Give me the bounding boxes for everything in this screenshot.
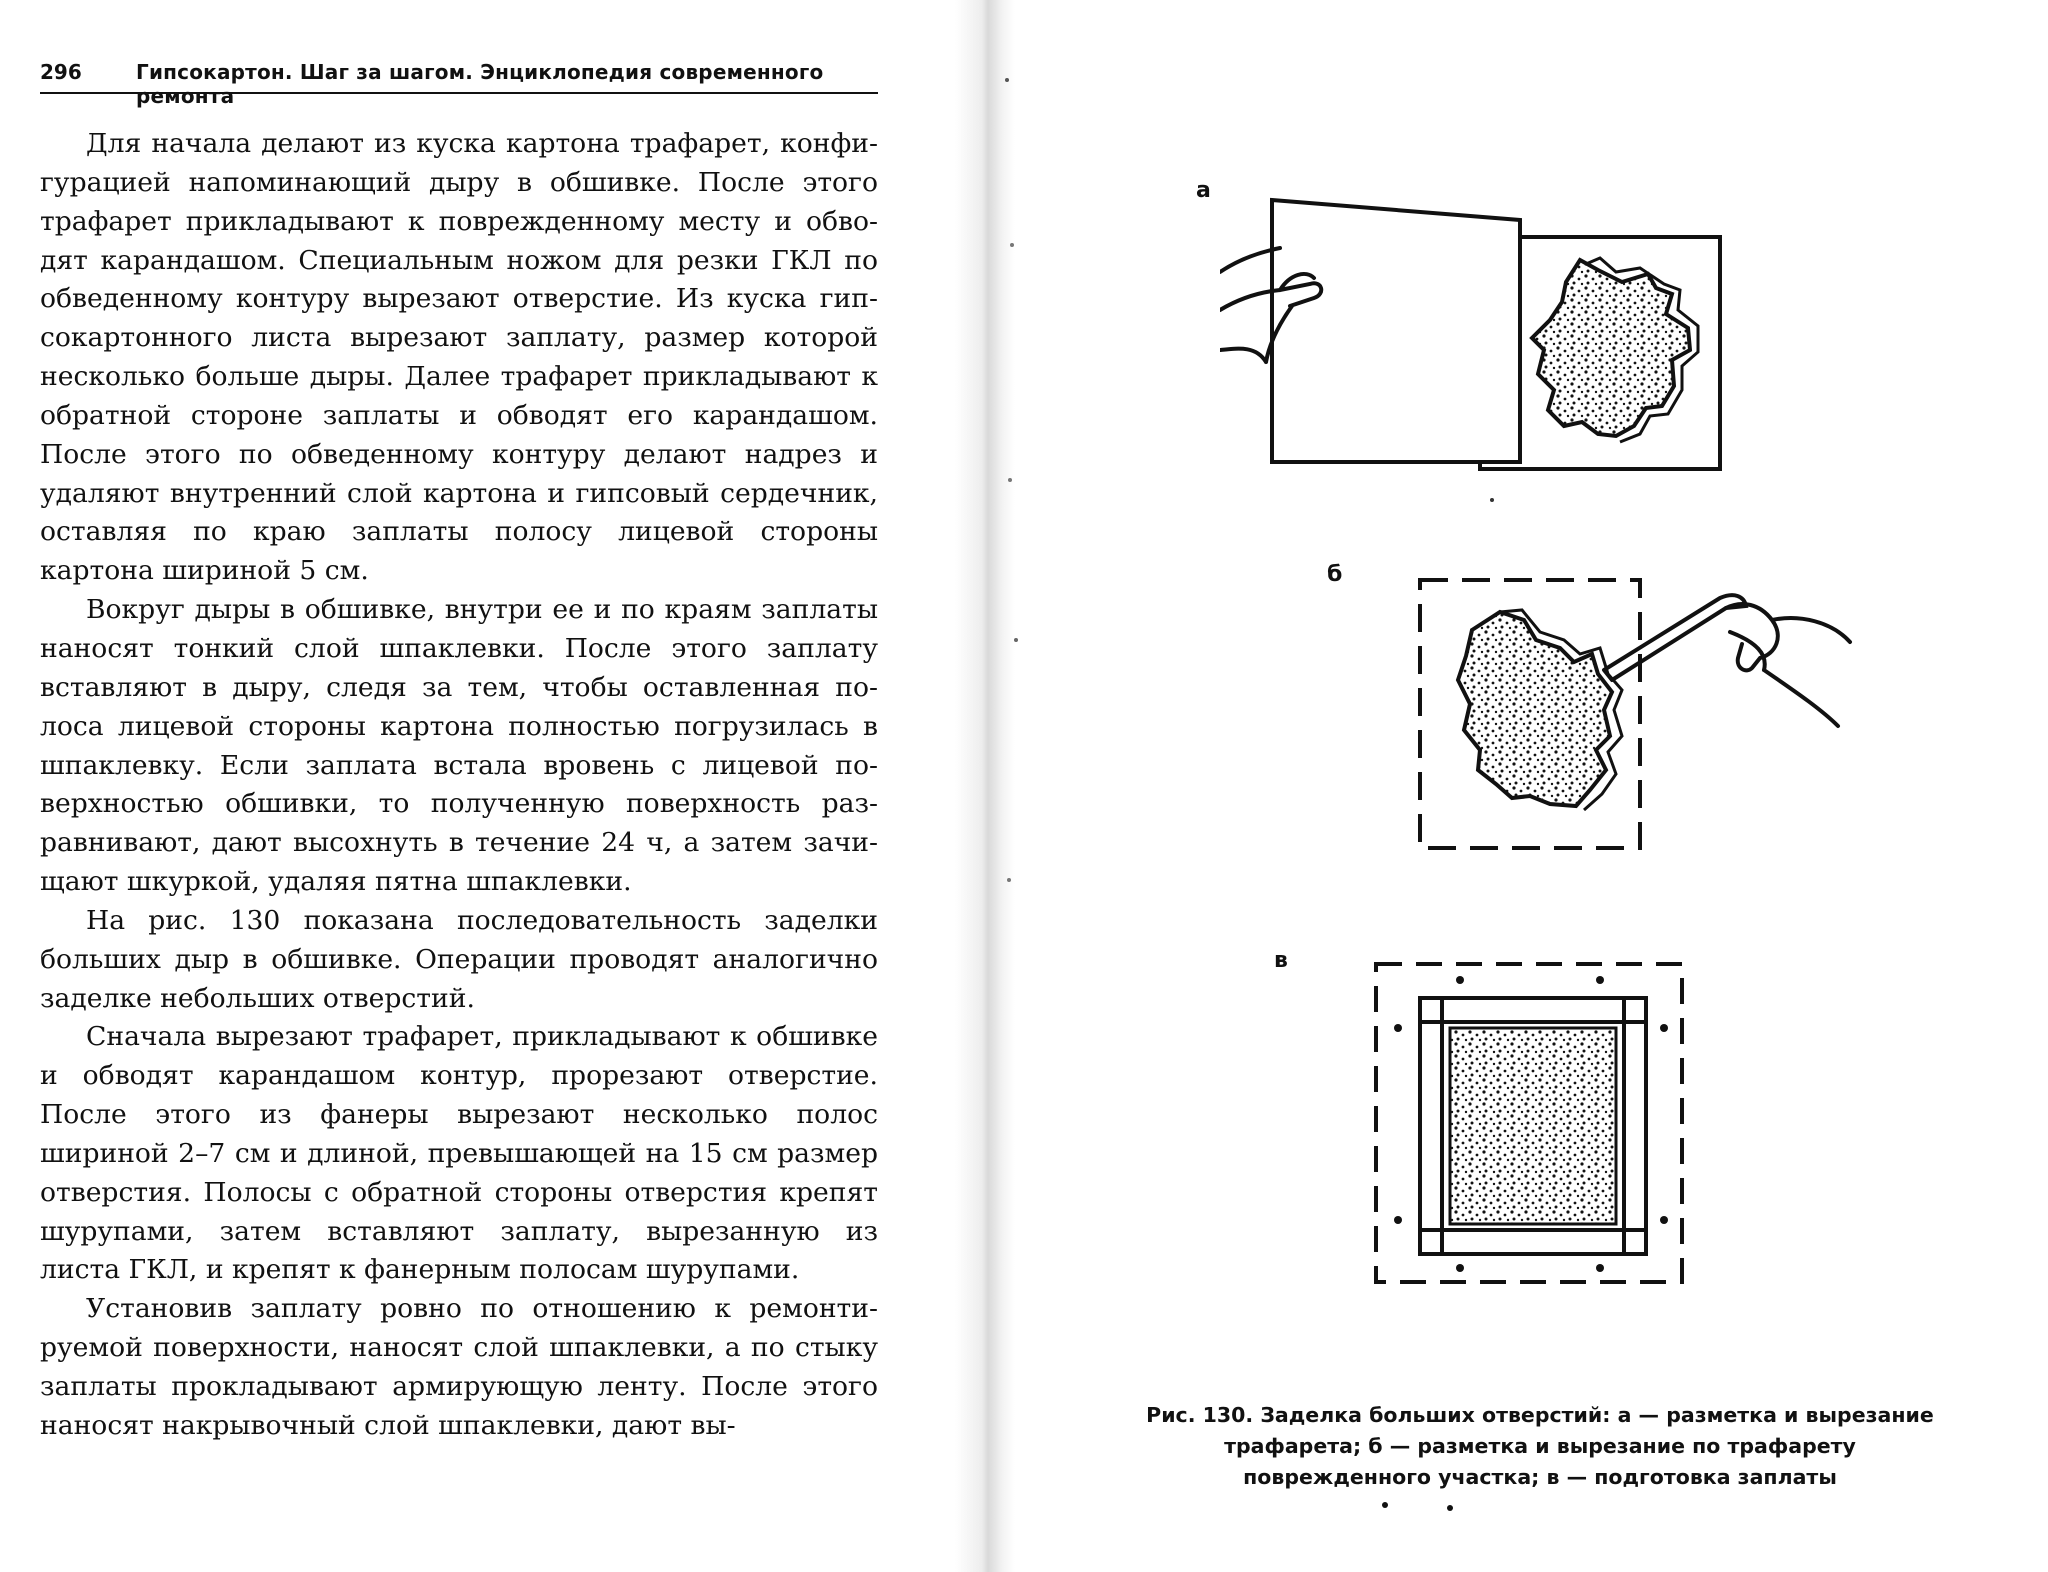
paragraph-1: Для начала делают из куска картона трафарет, конфигурацией напоминающий дыру в обшивке. После этого трафарет прикладывают к поврежденному месту и обводят карандашом. Специальным ножом для резки ГКЛ по обведенному контуру вырезают отверстие. Из куска гипсокартонного листа вырезают заплату, размер которой несколько больше дыры. Далее трафарет прикладывают к обратной стороне заплаты и обводят его карандашом. После этого по обведенному контуру делают надрез и удаляют внутренний слой картона и гипсовый сердечник, оставляя по краю заплаты полосу лицевой стороны картона шириной 5 см. [40, 128, 878, 587]
paragraph-2: Вокруг дыры в обшивке, внутри ее и по краям заплаты наносят тонкий слой шпаклевки. После этого заплату вставляют в дыру, следя за тем, чтобы оставленная полоса лицевой стороны картона полностью погрузилась в шпаклевку. Если заплата встала вровень с лицевой поверхностью обшивки, то полученную поверхность разравнивают, дают высохнуть в течение 24 ч, а затем зачищают шкуркой, удаляя пятна шпаклевки. [40, 594, 878, 898]
running-title: Гипсокартон. Шаг за шагом. Энциклопедия современного ремонта [136, 60, 824, 108]
paragraph-3: На рис. 130 показана последовательность заделки больших дыр в обшивке. Операции проводят аналогично заделке небольших отверстий. [40, 904, 878, 1014]
caption-line-3: поврежденного участка; в — подготовка заплаты [1243, 1465, 1837, 1489]
paragraph-4: Сначала вырезают трафарет, прикладывают к обшивке и обводят карандашом контур, прорезают отверстие. После этого из фанеры вырезают несколько полос шириной 2–7 см и длиной, превышающей на 15 см размер отверстия. Полосы с обратной стороны отверстия крепят шурупами, затем вставляют заплату, вырезанную из листа ГКЛ, и крепят к фанерным полосам шурупами. [40, 1021, 878, 1286]
caption-line-1: Рис. 130. Заделка больших отверстий: а — разметка и вырезание [1146, 1403, 1934, 1427]
figure-label-a: а [1196, 178, 1211, 203]
caption-line-2: трафарета; б — разметка и вырезание по трафарету [1224, 1434, 1856, 1458]
figure-label-b: б [1327, 562, 1343, 587]
figure-label-c: в [1274, 948, 1288, 973]
paragraph-5: Установив заплату ровно по отношению к ремонтируемой поверхности, наносят слой шпаклевки, а по стыку заплаты прокладывают армирующую ленту. После этого наносят накрывочный слой шпаклевки, дают вы- [40, 1293, 878, 1441]
page-number: 296 [40, 60, 82, 84]
